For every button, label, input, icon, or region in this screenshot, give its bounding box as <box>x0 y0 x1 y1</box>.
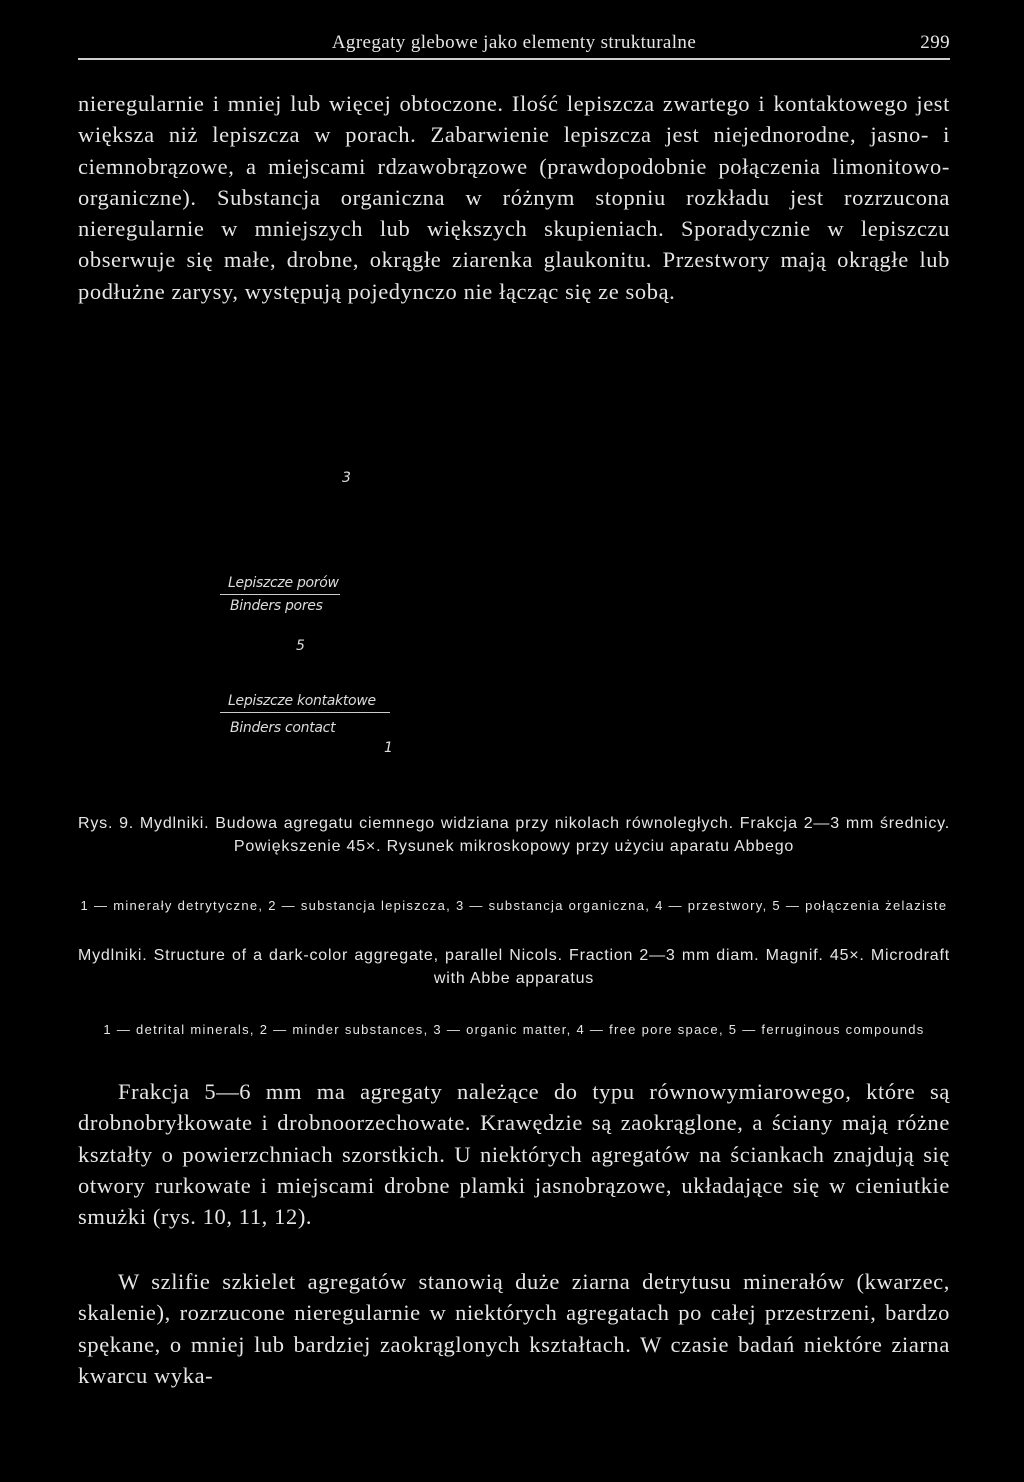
figure-caption-en: Mydlniki. Structure of a dark-color aggregate, parallel Nicols. Fraction 2—3 mm diam. Magnif. 45×. Microdraft with Abbe apparatus <box>78 947 950 987</box>
figure-marker-3: 3 <box>342 470 351 486</box>
figure-legend-en: 1 — detrital minerals, 2 — minder substances, 3 — organic matter, 4 — free pore space, 5 — ferruginous compounds <box>103 1022 925 1037</box>
leader-line-contact <box>220 712 390 713</box>
running-header <box>78 30 950 60</box>
body-paragraph-3: W szlifie szkielet agregatów stanowią duże ziarna detrytusu minerałów (kwarzec, skalenie), rozrzucone nieregularnie w niektórych agregatach po całej przestrzeni, bardzo spękane, o mniej lub bardziej zaokrąglonych kształtach. W czasie badań niektóre ziarna kwarcu wyka- <box>78 1269 950 1388</box>
body-paragraph-1: nieregularnie i mniej lub więcej obtoczone. Ilość lepiszcza zwartego i kontaktowego jest większa niż lepiszcza w porach. Zabarwienie lepiszcza jest niejednorodne, jasno- i ciemnobrązowe, a miejscami rdzawobrązowe (prawdopodobnie połączenia limonitowo-organiczne). Substancja organiczna w różnym stopniu rozkładu jest rozrzucona nieregularnie w mniejszych lub większych skupieniach. Sporadycznie w lepiszczu obserwuje się małe, drobne, okrągłe ziarenka glaukonitu. Przestwory mają okrągłe lub podłużne zarysy, występują pojedynczo nie łącząc się ze sobą. <box>78 91 950 304</box>
figure-9-drawing <box>78 440 950 800</box>
page-number: 299 <box>920 32 950 53</box>
figure-legend-pl: 1 — minerały detrytyczne, 2 — substancja lepiszcza, 3 — substancja organiczna, 4 — przestwory, 5 — połączenia żelaziste <box>80 898 948 913</box>
label-binders-contact-pl: Lepiszcze kontaktowe <box>228 693 376 709</box>
figure-caption-pl: Rys. 9. Mydlniki. Budowa agregatu ciemnego widziana przy nikolach równoległych. Frakcja 2—3 mm średnicy. Powiększenie 45×. Rysunek mikroskopowy przy użyciu aparatu Abbego <box>78 815 950 855</box>
label-binders-pores-pl: Lepiszcze porów <box>228 575 339 591</box>
running-title: Agregaty glebowe jako elementy strukturalne <box>331 32 697 53</box>
label-binders-contact-en: Binders contact <box>230 720 336 736</box>
body-paragraph-2: Frakcja 5—6 mm ma agregaty należące do typu równowymiarowego, które są drobnobryłkowate i drobnoorzechowate. Krawędzie są zaokrąglone, a ściany mają różne kształty o powierzchniach szorstkich. U niektórych agregatów na ściankach znajdują się otwory rurkowate i miejscami drobne plamki jasnobrązowe, układające się w cieniutkie smużki (rys. 10, 11, 12). <box>78 1079 950 1230</box>
figure-marker-1: 1 <box>384 740 393 756</box>
figure-marker-5: 5 <box>296 638 305 654</box>
leader-line-pores <box>220 594 340 595</box>
label-binders-pores-en: Binders pores <box>230 598 323 614</box>
